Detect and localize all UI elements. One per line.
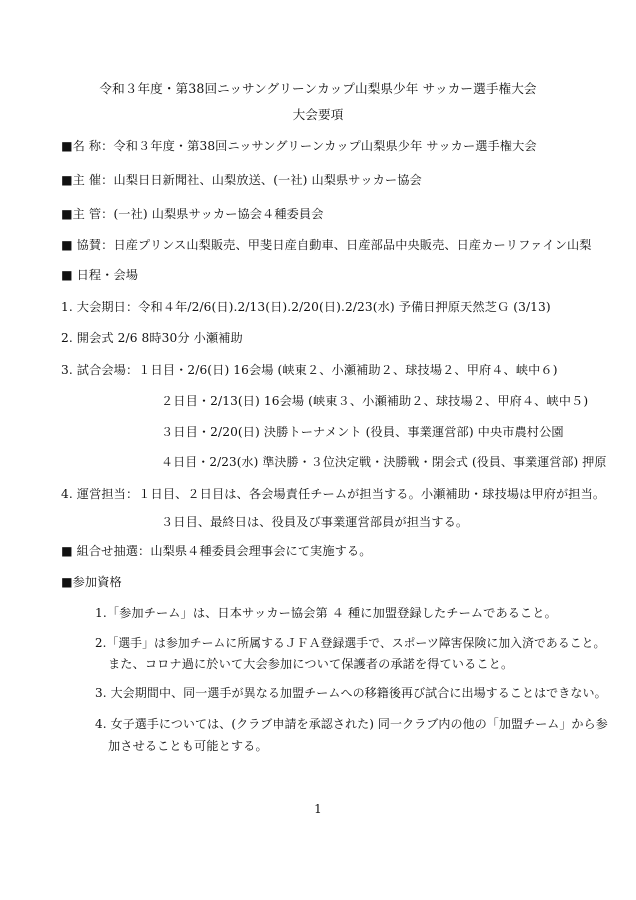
venue-day4-line: ４日目・2/23(水) 準決勝・３位決定戦・決勝戦・閉会式 (役員、事業運営部) 押原 [161, 455, 607, 469]
operation-line-2: ３日目、最終日は、役員及び事業運営部員が担当する。 [161, 515, 469, 529]
eligibility-item-2: 2.「選手」は参加チームに所属するＪＦＡ登録選手で、スポーツ障害保険に加入済であること。 [95, 636, 606, 650]
venue-day2-line: ２日目・2/13(日) 16会場 (峡東３、小瀬補助２、球技場２、甲府４、峡中５) [161, 394, 589, 408]
event-dates-line: 1. 大会期日：令和４年/2/6(日).2/13(日).2/20(日).2/23(水) 予備日押原天然芝Ｇ (3/13) [61, 300, 551, 314]
eligibility-item-1: 1.「参加チーム」は、日本サッカー協会第 ４ 種に加盟登録したチームであること。 [95, 606, 557, 620]
eligibility-item-2-cont: また、コロナ過に於いて大会参加について保護者の承諾を得ていること。 [108, 657, 514, 671]
document-title: 令和３年度・第38回ニッサングリーンカップ山梨県少年 サッカー選手権大会 [99, 81, 537, 96]
eligibility-item-4-cont: 加させることも可能とする。 [108, 739, 268, 753]
venue-day1-line: 3. 試合会場：１日目・2/6(日) 16会場 (峡東２、小瀬補助２、球技場２、甲府４、峡中６) [61, 363, 558, 377]
page-number: 1 [314, 802, 322, 816]
eligibility-item-4: 4. 女子選手については、(クラブ申請を承認された) 同一クラブ内の他の「加盟チーム」から参 [95, 717, 608, 731]
eligibility-heading: ■参加資格 [61, 575, 122, 589]
document-subtitle: 大会要項 [292, 107, 344, 122]
sponsor-line: ■ 協賛：日産プリンス山梨販売、甲斐日産自動車、日産部品中央販売、日産カーリファイン山梨 [61, 238, 592, 252]
organizer-line: ■主 管：(一社) 山梨県サッカー協会４種委員会 [61, 207, 324, 221]
opening-ceremony-line: 2. 開会式 2/6 8時30分 小瀬補助 [61, 331, 243, 345]
schedule-heading: ■ 日程・会場 [61, 268, 139, 282]
eligibility-item-3: 3. 大会期間中、同一選手が異なる加盟チームへの移籍後再び試合に出場することはできない。 [95, 686, 607, 700]
event-name-line: ■名 称：令和３年度・第38回ニッサングリーンカップ山梨県少年 サッカー選手権大会 [61, 139, 537, 153]
host-line: ■主 催：山梨日日新聞社、山梨放送、(一社) 山梨県サッカー協会 [61, 173, 422, 187]
venue-day3-line: ３日目・2/20(日) 決勝トーナメント (役員、事業運営部) 中央市農村公園 [161, 425, 564, 439]
draw-line: ■ 組合せ抽選：山梨県４種委員会理事会にて実施する。 [61, 544, 372, 558]
operation-line-1: 4. 運営担当：１日目、２日目は、各会場責任チームが担当する。小瀬補助・球技場は甲府が担当。 [61, 487, 606, 501]
